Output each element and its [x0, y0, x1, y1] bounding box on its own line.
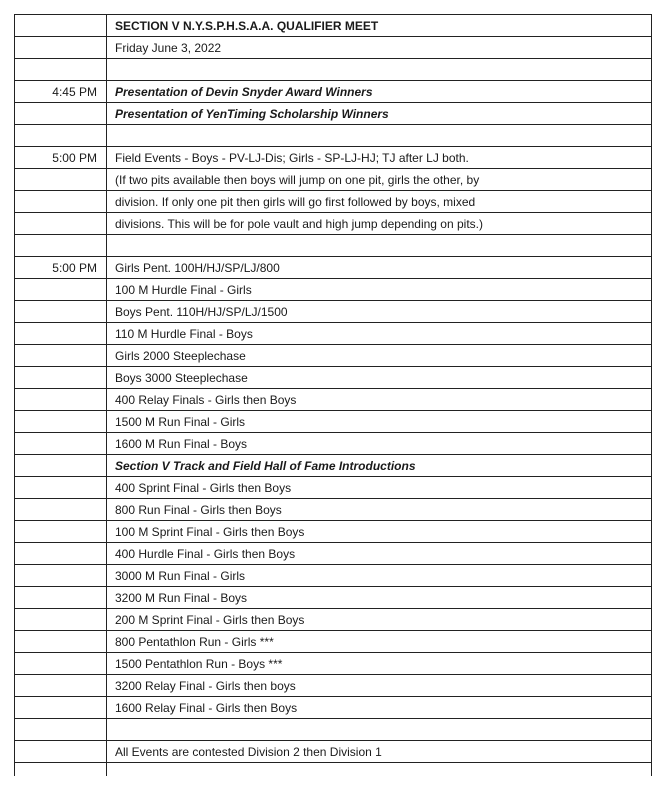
event-cell: Boys 3000 Steeplechase	[107, 367, 652, 388]
table-row	[14, 234, 652, 256]
table-row	[14, 344, 652, 366]
event-cell: Section V Track and Field Hall of Fame Introductions	[107, 455, 652, 476]
time-cell	[14, 477, 107, 498]
table-row	[14, 190, 652, 212]
time-cell: 5:00 PM	[14, 147, 107, 168]
time-cell	[14, 543, 107, 564]
time-cell	[14, 37, 107, 58]
table-row	[14, 520, 652, 542]
event-cell: 400 Relay Finals - Girls then Boys	[107, 389, 652, 410]
time-cell	[14, 367, 107, 388]
event-cell: divisions. This will be for pole vault and high jump depending on pits.)	[107, 213, 652, 234]
event-cell: 1500 M Run Final - Girls	[107, 411, 652, 432]
table-row	[14, 542, 652, 564]
event-cell: 100 M Sprint Final - Girls then Boys	[107, 521, 652, 542]
event-cell: All Events are contested Division 2 then Division 1	[107, 741, 652, 762]
time-cell	[14, 433, 107, 454]
time-cell	[14, 323, 107, 344]
time-cell	[14, 741, 107, 762]
table-row	[14, 322, 652, 344]
table-row	[14, 146, 652, 168]
time-cell	[14, 15, 107, 36]
event-cell: SECTION V N.Y.S.P.H.S.A.A. QUALIFIER MEET	[107, 15, 652, 36]
event-cell: Girls Pent. 100H/HJ/SP/LJ/800	[107, 257, 652, 278]
time-cell	[14, 125, 107, 146]
table-row	[14, 388, 652, 410]
table-row	[14, 608, 652, 630]
table-row	[14, 58, 652, 80]
event-cell	[107, 59, 652, 80]
table-row	[14, 718, 652, 740]
event-cell: 200 M Sprint Final - Girls then Boys	[107, 609, 652, 630]
time-cell	[14, 719, 107, 740]
event-cell	[107, 719, 652, 740]
table-row	[14, 212, 652, 234]
time-cell	[14, 191, 107, 212]
event-cell: Presentation of Devin Snyder Award Winners	[107, 81, 652, 102]
time-cell	[14, 169, 107, 190]
time-cell	[14, 235, 107, 256]
table-row	[14, 630, 652, 652]
table-row	[14, 432, 652, 454]
event-cell: Girls 2000 Steeplechase	[107, 345, 652, 366]
table-row	[14, 168, 652, 190]
event-cell: 110 M Hurdle Final - Boys	[107, 323, 652, 344]
event-cell: 800 Run Final - Girls then Boys	[107, 499, 652, 520]
table-row	[14, 564, 652, 586]
table-row	[14, 278, 652, 300]
table-row	[14, 762, 652, 776]
time-cell	[14, 345, 107, 366]
event-cell: 800 Pentathlon Run - Girls ***	[107, 631, 652, 652]
time-cell	[14, 609, 107, 630]
event-cell: 3000 M Run Final - Girls	[107, 565, 652, 586]
table-row	[14, 740, 652, 762]
event-cell: Boys Pent. 110H/HJ/SP/LJ/1500	[107, 301, 652, 322]
event-cell: Presentation of YenTiming Scholarship Winners	[107, 103, 652, 124]
event-cell: Field Events - Boys - PV-LJ-Dis; Girls - SP-LJ-HJ; TJ after LJ both.	[107, 147, 652, 168]
time-cell	[14, 499, 107, 520]
table-row	[14, 674, 652, 696]
time-cell	[14, 565, 107, 586]
time-cell	[14, 411, 107, 432]
event-cell	[107, 235, 652, 256]
event-cell: Friday June 3, 2022	[107, 37, 652, 58]
time-cell	[14, 631, 107, 652]
event-cell: 3200 M Run Final - Boys	[107, 587, 652, 608]
time-cell	[14, 653, 107, 674]
table-row	[14, 498, 652, 520]
table-row	[14, 366, 652, 388]
table-row	[14, 586, 652, 608]
table-row	[14, 36, 652, 58]
time-cell	[14, 521, 107, 542]
table-row	[14, 410, 652, 432]
event-cell: 3200 Relay Final - Girls then boys	[107, 675, 652, 696]
time-cell	[14, 587, 107, 608]
table-row	[14, 300, 652, 322]
event-cell: 1600 M Run Final - Boys	[107, 433, 652, 454]
time-cell	[14, 103, 107, 124]
event-cell: 400 Sprint Final - Girls then Boys	[107, 477, 652, 498]
time-cell	[14, 389, 107, 410]
table-row	[14, 124, 652, 146]
event-cell: (If two pits available then boys will jump on one pit, girls the other, by	[107, 169, 652, 190]
event-cell: division. If only one pit then girls will go first followed by boys, mixed	[107, 191, 652, 212]
time-cell	[14, 59, 107, 80]
time-cell	[14, 697, 107, 718]
time-cell	[14, 301, 107, 322]
time-cell: 5:00 PM	[14, 257, 107, 278]
time-cell	[14, 213, 107, 234]
table-row	[14, 80, 652, 102]
table-row	[14, 14, 652, 36]
time-cell	[14, 763, 107, 776]
schedule-table	[14, 14, 652, 776]
event-cell: 1500 Pentathlon Run - Boys ***	[107, 653, 652, 674]
table-row	[14, 256, 652, 278]
time-cell	[14, 675, 107, 696]
table-row	[14, 476, 652, 498]
table-row	[14, 102, 652, 124]
event-cell	[107, 763, 652, 776]
event-cell	[107, 125, 652, 146]
table-row	[14, 652, 652, 674]
event-cell: 400 Hurdle Final - Girls then Boys	[107, 543, 652, 564]
table-row	[14, 696, 652, 718]
time-cell	[14, 279, 107, 300]
time-cell	[14, 455, 107, 476]
time-cell: 4:45 PM	[14, 81, 107, 102]
table-row	[14, 454, 652, 476]
event-cell: 100 M Hurdle Final - Girls	[107, 279, 652, 300]
event-cell: 1600 Relay Final - Girls then Boys	[107, 697, 652, 718]
